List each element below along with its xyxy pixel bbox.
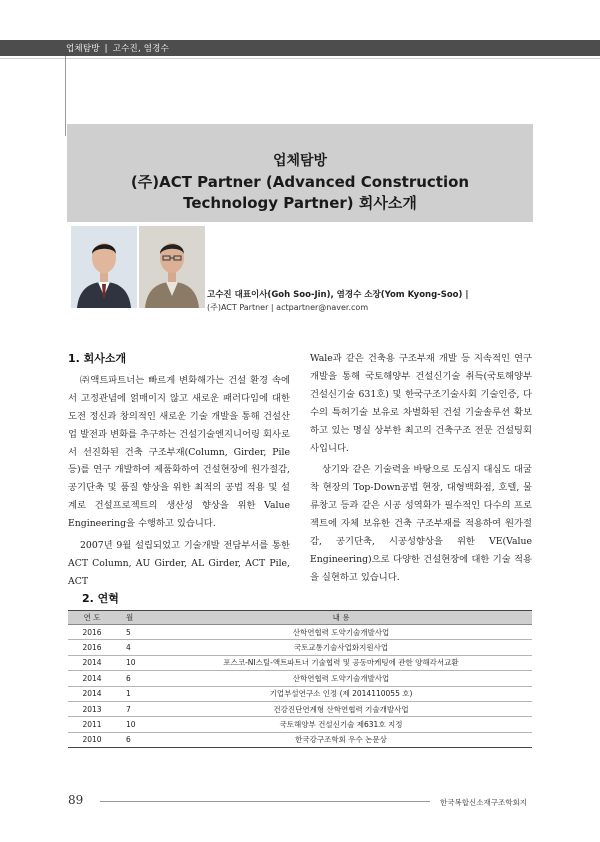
journal-name: 한국복합신소재구조학회지 [440,798,527,807]
author-names: 고수진 대표이사(Goh Soo-Jin), 염경수 소장(Yom Kyong-Soo) | [207,290,469,300]
row-year: 2016 [68,640,116,655]
article-title-line1: (주)ACT Partner (Advanced Construction [130,173,470,191]
row-month: 6 [116,671,150,686]
row-content: 포스코-NI스틸-액트파트너 기술협력 및 공동마케팅에 관한 양해각서교환 [150,655,532,670]
author-affiliation: (주)ACT Partner | actpartner@naver.com [207,303,369,312]
top-rule [0,58,600,59]
section1-paragraph-3: Wale과 같은 건축용 구조부재 개발 등 지속적인 연구개발을 통해 국토해양부 건설신기술 취득(국토해양부 건설신기술 631호) 및 한국구조기술사회 기술인증, 다수의 특허기술 보유로 차별화된 건설 기술솔루션 확보하고 있는 명실 상부한 최고의 건축구조 전문 건설팅회사입니다. [310,353,532,454]
section1-paragraph-2: 2007년 9월 설립되었고 기술개발 전담부서를 통한 ACT Column, AU Girder, AL Girder, ACT Pile, ACT [68,540,290,587]
row-content: 한국강구조학회 우수 논문상 [150,732,532,747]
title-box [67,124,533,222]
table-row [68,625,532,640]
right-column [310,350,532,587]
header-section: 업체탐방 [66,44,100,54]
row-content: 산학연협력 도약기술개발사업 [150,625,532,640]
row-month: 4 [116,640,150,655]
history-table [68,610,532,748]
section1-title: 1. 회사소개 [68,352,127,365]
row-month: 10 [116,655,150,670]
table-row [68,640,532,655]
header-content: 내 용 [150,611,532,625]
row-content: 기업부설연구소 인정 (제 2014110055 호) [150,686,532,701]
row-year: 2014 [68,671,116,686]
header-separator: | [104,44,108,54]
section1-paragraph-1: ㈜액트파트너는 빠르게 변화해가는 건설 환경 속에서 고정관념에 얽매이지 않고 새로운 패러다임에 대한 도전 정신과 창의적인 새로운 기술 개발을 통해 건설산업 발전과 변화를 추구하는 건설기술엔지니어링 회사로서 선진화된 건축 구조부재(Column, Girder, Pile 등)를 연구 개발하여 제품화하여 건설현장에 원가절감, 공기단축 및 품질 향상을 위한 최적의 공법 적용 및 설계로 건설프로젝트의 생산성 향상을 위한 Value Engineering을 수행하고 있습니다. [68,374,290,530]
row-content: 국토해양부 건설신기술 제631호 지정 [150,717,532,732]
left-column [68,350,290,591]
row-month: 10 [116,717,150,732]
header-authors: 고수진, 염경수 [112,44,170,54]
page-number: 89 [68,793,84,807]
table-row [68,701,532,716]
header-year: 연 도 [68,611,116,625]
row-year: 2014 [68,655,116,670]
row-month: 1 [116,686,150,701]
article-category: 업체탐방 [272,153,328,169]
history-header-row [68,611,532,625]
row-year: 2016 [68,625,116,640]
portrait-icon [71,226,137,308]
footer-rule [100,801,430,802]
row-year: 2010 [68,732,116,747]
row-year: 2011 [68,717,116,732]
row-month: 6 [116,732,150,747]
row-year: 2013 [68,701,116,716]
row-content: 국토교통기술사업화지원사업 [150,640,532,655]
article-title [67,172,533,214]
header-vertical-rule [65,56,66,136]
article-title-line2: Technology Partner) 회사소개 [183,194,417,212]
row-content: 건강진단연계형 산학연협력 기술개발사업 [150,701,532,716]
author-photo-goh [71,226,137,308]
section1-paragraph-4: 상기와 같은 기술력을 바탕으로 도심지 대심도 대굴착 현장의 Top-Down공법 현장, 대형백화점, 호텔, 물류창고 등과 같은 시공 성역화가 필수적인 다수의 프로젝트에 자체 보유한 건축 구조부재를 적용하여 원가절감, 공기단축, 시공성향상을 위한 VE(Value Engineering)으로 다양한 건설현장에 대한 기술 적용을 실현하고 있습니다. [310,464,532,583]
table-row [68,686,532,701]
portrait-icon [139,226,205,308]
row-month: 5 [116,625,150,640]
table-row [68,671,532,686]
row-month: 7 [116,701,150,716]
running-header [0,40,600,56]
author-photo-yom [139,226,205,308]
row-year: 2014 [68,686,116,701]
row-content: 산학연협력 도약기술개발사업 [150,671,532,686]
running-header-label [66,42,169,54]
author-strip [67,222,533,316]
table-row [68,655,532,670]
section2-title: 2. 연혁 [82,592,119,605]
table-row [68,717,532,732]
table-row [68,732,532,747]
header-month: 월 [116,611,150,625]
